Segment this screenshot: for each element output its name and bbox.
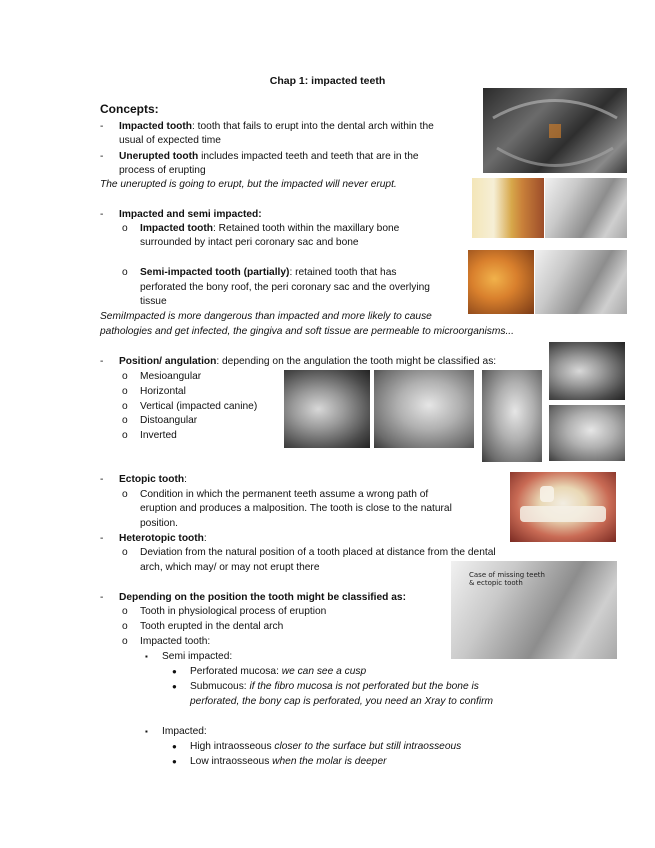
note-semi-line1: SemiImpacted is more dangerous than impacted and more likely to cause — [100, 311, 432, 322]
dot-bullet: ● — [172, 757, 177, 766]
impacted-tooth-line1 — [140, 222, 399, 236]
concept-unerupted-line1 — [119, 150, 419, 164]
colon: : — [184, 474, 187, 485]
vertical-xray-image — [482, 370, 542, 462]
submucous-line2: perforated, the bony cap is perforated, you need an Xray to confirm — [190, 696, 493, 707]
angulation-item: Horizontal — [140, 386, 186, 397]
o-bullet: o — [122, 636, 128, 647]
dash-bullet: - — [100, 533, 104, 544]
jaw-outline-icon — [483, 88, 627, 173]
o-bullet: o — [122, 386, 128, 397]
concept-impacted-line2: usual of expected time — [119, 135, 221, 146]
lead: High intraosseous — [190, 741, 275, 752]
dash-bullet: - — [100, 356, 104, 367]
concept-term: Unerupted tooth — [119, 151, 199, 162]
o-bullet: o — [122, 415, 128, 426]
dash-bullet: - — [100, 151, 104, 162]
heterotopic-heading — [119, 532, 207, 546]
concept-term: Impacted tooth — [119, 121, 193, 132]
semi-impacted-xray-image — [535, 250, 627, 314]
impacted-label: Impacted: — [162, 726, 207, 737]
xray-handwritten-caption: Case of missing teeth & ectopic tooth — [469, 571, 545, 587]
impacted-semi-heading: Impacted and semi impacted: — [119, 209, 262, 220]
lead: Submucous: — [190, 681, 250, 692]
o-bullet: o — [122, 547, 128, 558]
ectopic-heading — [119, 473, 187, 487]
angulation-item: Mesioangular — [140, 371, 202, 382]
concept-unerupted-line2: process of erupting — [119, 165, 206, 176]
position-heading — [119, 355, 496, 369]
heterotopic-line: arch, which may/ or may not erupt there — [140, 562, 320, 573]
semi-impacted-line1 — [140, 266, 396, 280]
concept-text: includes impacted teeth and teeth that are in the — [198, 151, 419, 162]
text: : depending on the angulation the tooth might be classified as: — [216, 356, 497, 367]
page-title: Chap 1: impacted teeth — [269, 75, 386, 87]
angulation-item: Inverted — [140, 430, 177, 441]
dash-bullet: - — [100, 121, 104, 132]
depending-heading: Depending on the position the tooth might be classified as: — [119, 592, 406, 603]
term: Impacted tooth — [140, 223, 214, 234]
term: Semi-impacted tooth (partially) — [140, 267, 290, 278]
o-bullet: o — [122, 606, 128, 617]
dash-bullet: - — [100, 209, 104, 220]
tooth-diagram-image — [472, 178, 544, 238]
o-bullet: o — [122, 401, 128, 412]
ectopic-line: Condition in which the permanent teeth assume a wrong path of — [140, 489, 429, 500]
perforated-mucosa — [190, 665, 366, 679]
semi-impacted-line3: tissue — [140, 296, 167, 307]
ectopic-clinical-photo — [510, 472, 616, 542]
note-semi-line2: pathologies and get infected, the gingiva and soft tissue are permeable to microorganisms... — [100, 326, 514, 337]
text: : retained tooth that has — [289, 267, 397, 278]
dash-bullet: - — [100, 474, 104, 485]
ital: if the fibro mucosa is not perforated but the bone is — [249, 681, 479, 692]
molar-xray-image — [545, 178, 627, 238]
inverted-xray-image — [549, 405, 625, 461]
dot-bullet: ● — [172, 667, 177, 676]
term: Ectopic tooth — [119, 474, 185, 485]
o-bullet: o — [122, 267, 128, 278]
square-bullet: ▪ — [145, 727, 148, 736]
semi-impacted-label: Semi impacted: — [162, 651, 233, 662]
mesioangular-xray-image — [284, 370, 370, 448]
angulation-item: Vertical (impacted canine) — [140, 401, 258, 412]
square-bullet: ▪ — [145, 652, 148, 661]
dot-bullet: ● — [172, 682, 177, 691]
high-intraosseous — [190, 740, 461, 754]
teeth-row-icon — [510, 472, 616, 542]
concept-impacted-line1 — [119, 120, 434, 134]
semi-impacted-line2: perforated the bony roof, the peri coronary sac and the overlying — [140, 282, 430, 293]
note-unerupted: The unerupted is going to erupt, but the impacted will never erupt. — [100, 179, 397, 190]
concept-text: : tooth that fails to erupt into the dental arch within the — [192, 121, 434, 132]
ital: closer to the surface but still intraosseous — [274, 741, 462, 752]
horizontal-xray-image — [374, 370, 474, 448]
o-bullet: o — [122, 223, 128, 234]
distoangular-xray-image — [549, 342, 625, 400]
o-bullet: o — [122, 621, 128, 632]
submucous-line1 — [190, 680, 479, 694]
term: Heterotopic tooth — [119, 533, 204, 544]
position-item: Tooth erupted in the dental arch — [140, 621, 284, 632]
angulation-item: Distoangular — [140, 415, 198, 426]
position-item: Impacted tooth: — [140, 636, 211, 647]
o-bullet: o — [122, 430, 128, 441]
impacted-tooth-line2: surrounded by intact peri coronary sac and bone — [140, 237, 359, 248]
colon: : — [203, 533, 207, 544]
dash-bullet: - — [100, 592, 104, 603]
ectopic-line: eruption and produces a malposition. The tooth is close to the natural — [140, 503, 452, 514]
o-bullet: o — [122, 489, 128, 500]
ital: when the molar is deeper — [272, 756, 387, 767]
o-bullet: o — [122, 371, 128, 382]
text: : Retained tooth within the maxillary bone — [213, 223, 400, 234]
lead: Low intraosseous — [190, 756, 273, 767]
position-item: Tooth in physiological process of eruption — [140, 606, 327, 617]
lead: Perforated mucosa: — [190, 666, 282, 677]
term: Position/ angulation — [119, 356, 217, 367]
ectopic-line: position. — [140, 518, 178, 529]
heterotopic-line: Deviation from the natural position of a tooth placed at distance from the dental — [140, 547, 496, 558]
heterotopic-xray-image — [451, 561, 617, 659]
dot-bullet: ● — [172, 742, 177, 751]
panoramic-xray-image — [483, 88, 627, 173]
concepts-heading: Concepts: — [100, 102, 159, 116]
ital: we can see a cusp — [281, 666, 367, 677]
low-intraosseous — [190, 755, 387, 769]
extracted-tooth-image — [468, 250, 534, 314]
